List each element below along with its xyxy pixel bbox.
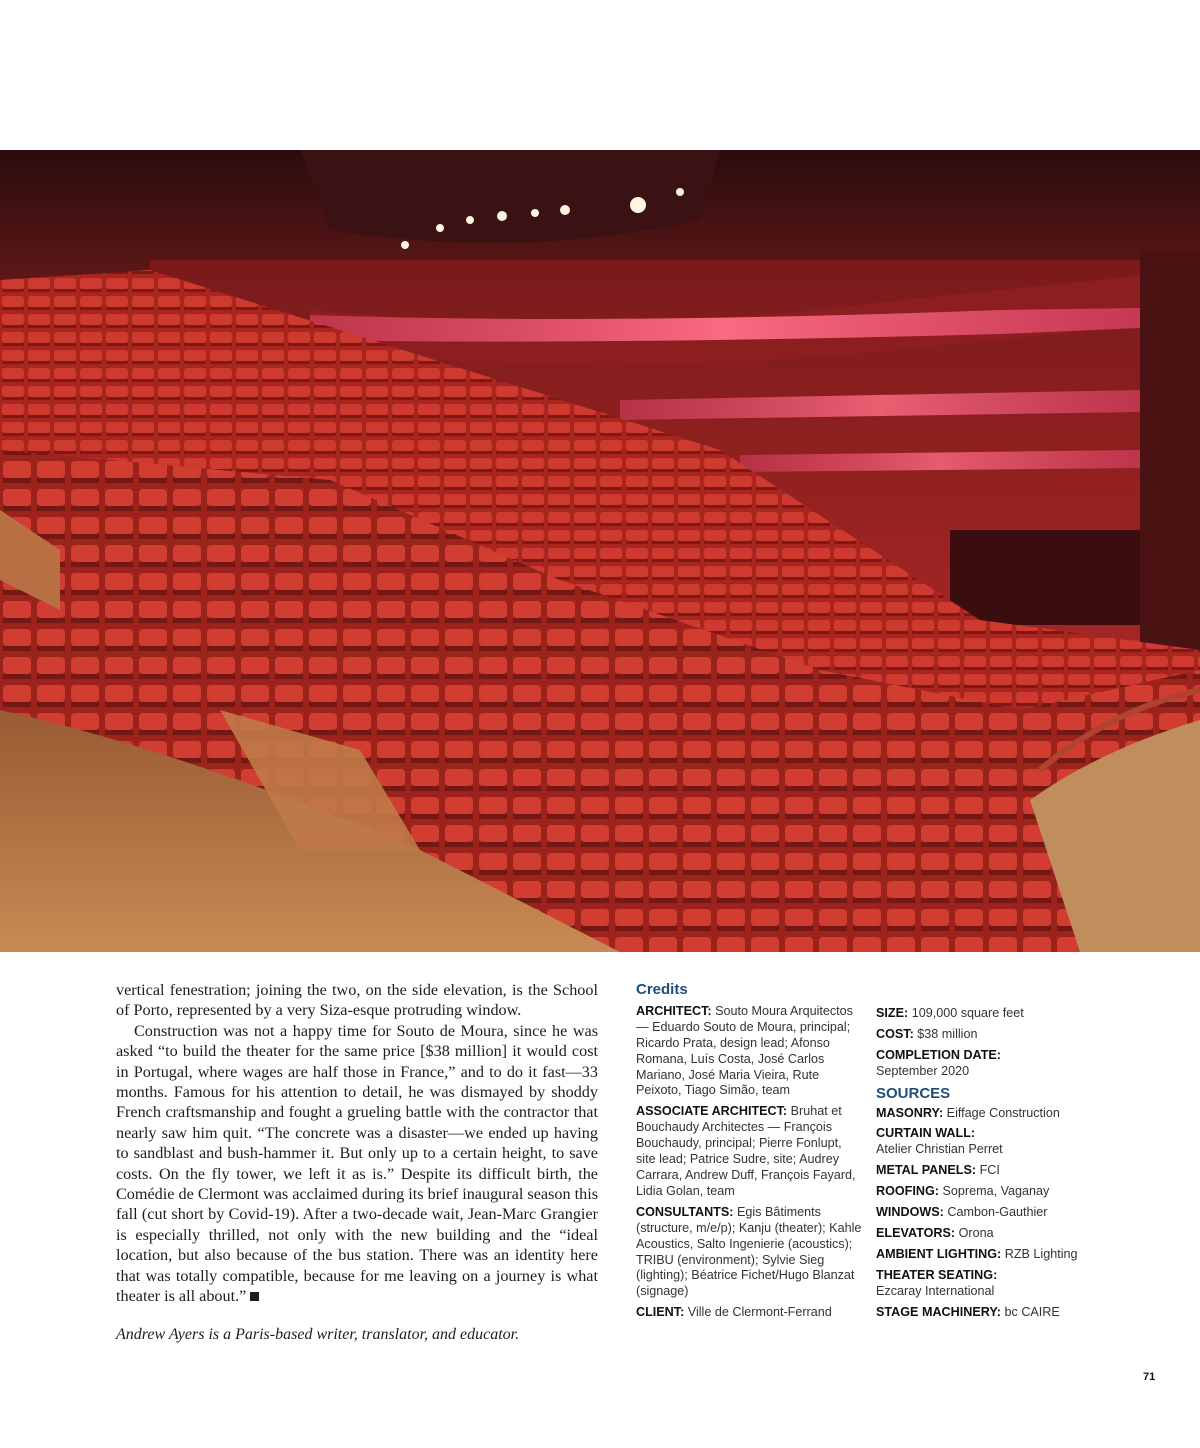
source-value: bc CAIRE [1004,1304,1060,1319]
source-value: Eiffage Construction [946,1105,1060,1120]
source-label: ELEVATORS: [876,1225,956,1240]
theater-auditorium-photo [0,150,1200,952]
source-value: Cambon-Gauthier [947,1205,1048,1220]
credits-title: Credits [636,981,688,998]
article-paragraph-1: vertical fenestration; joining the two, on the side elevation, is the School of Porto, represented by a very Siza-esque protruding window. [116,981,598,1020]
credit-value: Bruhat et Bouchaudy Architectes — François Bouchaudy, principal; Pierre Fonlupt, site lead; Patrice Sudre, site; Audrey Carrara, Andrew Duff, François Fayard, Lidia Golan, team [636,1104,856,1198]
credit-size [876,1006,1106,1022]
source-value: Atelier Christian Perret [876,1142,1003,1157]
credit-consultants [636,1205,862,1300]
source-value: Orona [958,1225,994,1240]
credit-architect [636,1004,862,1099]
credit-label: ARCHITECT: [636,1003,712,1018]
credit-associate-architect [636,1104,862,1199]
source-value: Soprema, Vaganay [942,1184,1050,1199]
page-number: 71 [1143,1371,1156,1383]
credits-column-2 [876,1006,1106,1326]
source-ambient-lighting [876,1247,1106,1263]
source-label: CURTAIN WALL: [876,1126,976,1141]
auditorium-illustration [0,150,1200,952]
article-paragraph-2 [116,1021,598,1307]
source-roofing [876,1184,1106,1200]
source-label: THEATER SEATING: [876,1267,998,1282]
credit-client [636,1305,862,1321]
credit-value: Souto Moura Arquitectos — Eduardo Souto de Moura, principal; Ricardo Prata, design lead; Afonso Romana, Luís Costa, José Carlos Mariano, José Maria Vieira, Rute Peixoto, Tiago Simão, team [636,1003,853,1098]
credit-completion-date [876,1048,1106,1080]
source-value: RZB Lighting [1004,1246,1078,1261]
credit-label: COST: [876,1026,914,1041]
source-stage-machinery [876,1305,1106,1321]
source-windows [876,1205,1106,1221]
article-body [116,980,598,1307]
source-metal-panels [876,1163,1106,1179]
source-label: MASONRY: [876,1105,944,1120]
source-value: FCI [979,1163,1000,1178]
credit-cost [876,1027,1106,1043]
credit-value: September 2020 [876,1063,970,1078]
credit-label: COMPLETION DATE: [876,1047,1001,1062]
credit-value: Egis Bâtiments (structure, m/e/p); Kanju (theater); Kahle Acoustics, Salto Ingenierie (acoustics); TRIBU (environment); Sylvie Sieg (lighting); Béatrice Fichet/Hugo Blanzat (signage) [636,1204,862,1299]
credit-value: $38 million [917,1026,978,1041]
source-label: ROOFING: [876,1184,939,1199]
credit-label: ASSOCIATE ARCHITECT: [636,1104,788,1119]
article-paragraph-2-text: Construction was not a happy time for Souto de Moura, since he was asked “to build the theater for the same price [$38 million] it would cost in Portugal, where wages are half those in France,” and to do it fast—33 months. Famous for his attention to detail, he was dismayed by shoddy French craftsmanship and fought a grueling battle with the contractor that nearly saw him quit. “The concrete was a disaster—we ended up having to sandblast and bush-hammer it. But only up to a certain height, to save costs. On the fly tower, we left it as is.” Despite its difficult birth, the Comédie de Clermont was acclaimed during its brief inaugural season this fall (cut short by Covid-19). After a two-decade wait, Jean-Marc Grangier is especially thrilled, not only with the new building and the “ideal location, but also because of the bus station. There was an identity here that was totally compatible, because for me leaving on a journey is what theater is all about.” [116,1021,598,1306]
author-byline: Andrew Ayers is a Paris-based writer, translator, and educator. [116,1326,520,1343]
credit-label: CONSULTANTS: [636,1204,734,1219]
source-masonry [876,1106,1106,1122]
source-theater-seating [876,1268,1106,1300]
source-label: METAL PANELS: [876,1163,977,1178]
credits-column-1 [636,982,862,1326]
credit-value: 109,000 square feet [911,1006,1024,1020]
end-mark-icon [250,1292,259,1301]
source-label: STAGE MACHINERY: [876,1304,1002,1319]
credit-value: Ville de Clermont-Ferrand [687,1305,832,1320]
credit-label: CLIENT: [636,1305,685,1320]
credit-label: SIZE: [876,1006,909,1020]
source-value: Ezcaray International [876,1283,995,1298]
source-elevators [876,1226,1106,1242]
source-curtain-wall [876,1126,1106,1158]
sources-title: SOURCES [876,1084,951,1102]
source-label: WINDOWS: [876,1205,944,1220]
source-label: AMBIENT LIGHTING: [876,1246,1002,1261]
